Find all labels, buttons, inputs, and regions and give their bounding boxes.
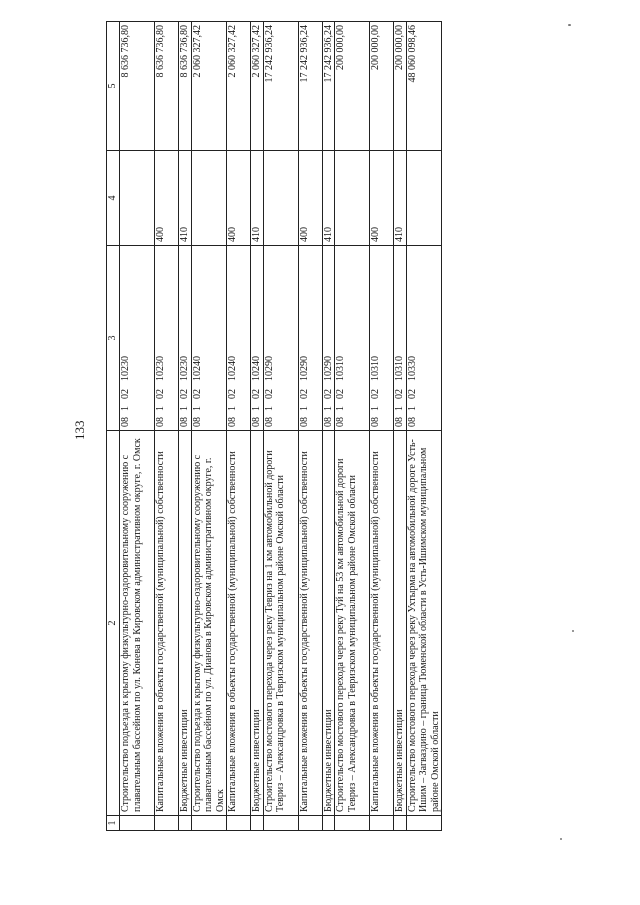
cell-amount: 200 000,00 [394,22,407,151]
cell-col-1 [251,816,264,831]
code-part-2: 1 [120,406,131,411]
cell-expense-type: 400 [298,151,322,246]
cell-name: Строительство подъезда к крытому физкультурно-оздоровительному сооружению с плавательным бассейном по ул. Дианова в Кировском административном округе, г. Омск [191,431,227,816]
code-part-1: 08 [179,417,190,427]
code-part-1: 08 [335,417,346,427]
code-part-4: 10290 [263,356,275,381]
cell-code [227,246,251,431]
code-part-4: 10240 [191,356,203,381]
table-row [322,22,335,831]
cell-name: Строительство мостового перехода через реку Туй на 53 км автомобильной дороги Тевриз – Александровка в Тевризском муниципальном районе Омской области [335,431,370,816]
cell-amount: 2 060 327,42 [227,22,251,151]
code-part-4: 10240 [251,356,262,381]
scan-speck [572,630,574,632]
code-part-4: 10230 [179,356,190,381]
cell-expense-type [406,151,442,246]
cell-code [191,246,227,431]
cell-expense-type: 410 [251,151,264,246]
scan-speck [568,24,571,26]
cell-expense-type [120,151,155,246]
table-row [298,22,322,831]
code-part-1: 08 [322,417,334,427]
code-part-2: 1 [227,406,238,411]
table-row [191,22,227,831]
cell-amount: 200 000,00 [335,22,370,151]
cell-amount: 8 636 736,80 [120,22,155,151]
table-row [227,22,251,831]
code-part-3: 02 [370,389,381,399]
header-col-3: 3 [107,246,120,431]
cell-col-1 [298,816,322,831]
cell-code [179,246,192,431]
cell-name: Капитальные вложения в объекты государственной (муниципальной) собственности [298,431,322,816]
code-part-4: 10290 [298,356,310,381]
cell-amount: 48 060 098,46 [406,22,442,151]
cell-expense-type: 400 [370,151,394,246]
table-row [263,22,298,831]
table-row [155,22,179,831]
cell-code [406,246,442,431]
cell-name: Бюджетные инвестиции [322,431,335,816]
table-row [406,22,442,831]
budget-table-container [106,25,563,831]
code-part-4: 10330 [406,356,418,381]
table-body [120,22,442,831]
scan-speck [560,838,562,840]
cell-col-1 [335,816,370,831]
cell-col-1 [394,816,407,831]
cell-code [155,246,179,431]
code-part-4: 10310 [394,356,405,381]
header-col-5: 5 [107,22,120,151]
code-part-4: 10310 [335,356,346,381]
code-part-4: 10230 [155,356,166,381]
code-part-2: 1 [406,406,418,411]
code-part-4: 10290 [322,356,334,381]
header-row [107,22,120,831]
cell-expense-type: 410 [394,151,407,246]
cell-col-1 [322,816,335,831]
table-row [251,22,264,831]
cell-code [251,246,264,431]
cell-expense-type [191,151,227,246]
cell-code [370,246,394,431]
cell-col-1 [227,816,251,831]
code-part-3: 02 [155,389,166,399]
table-row [394,22,407,831]
code-part-2: 1 [394,406,405,411]
table-row [120,22,155,831]
cell-name: Капитальные вложения в объекты государственной (муниципальной) собственности [155,431,179,816]
cell-col-1 [155,816,179,831]
code-part-3: 02 [191,389,203,399]
code-part-1: 08 [191,417,203,427]
code-part-1: 08 [120,417,131,427]
cell-amount: 17 242 936,24 [263,22,298,151]
cell-expense-type [335,151,370,246]
code-part-1: 08 [155,417,166,427]
cell-amount: 2 060 327,42 [251,22,264,151]
code-part-3: 02 [179,389,190,399]
cell-code [263,246,298,431]
cell-code [394,246,407,431]
cell-amount: 17 242 936,24 [322,22,335,151]
code-part-2: 1 [370,406,381,411]
header-col-1: 1 [107,816,120,831]
cell-name: Капитальные вложения в объекты государственной (муниципальной) собственности [227,431,251,816]
code-part-2: 1 [298,406,310,411]
code-part-2: 1 [179,406,190,411]
cell-expense-type: 400 [227,151,251,246]
cell-amount: 2 060 327,42 [191,22,227,151]
code-part-3: 02 [298,389,310,399]
cell-code [322,246,335,431]
cell-name: Капитальные вложения в объекты государственной (муниципальной) собственности [370,431,394,816]
page-number: 133 [72,420,87,440]
cell-col-1 [370,816,394,831]
code-part-4: 10240 [227,356,238,381]
header-col-2: 2 [107,431,120,816]
code-part-1: 08 [406,417,418,427]
code-part-3: 02 [251,389,262,399]
code-part-3: 02 [227,389,238,399]
code-part-1: 08 [298,417,310,427]
cell-col-1 [406,816,442,831]
cell-name: Строительство мостового перехода через реку Ухтырма на автомобильной дороге Усть-Ишим – Загваздино – граница Тюменской области в Усть-Ишимском муниципальном районе Омской области [406,431,442,816]
code-part-3: 02 [120,389,131,399]
code-part-2: 1 [263,406,275,411]
table-row [335,22,370,831]
cell-amount: 8 636 736,80 [155,22,179,151]
cell-amount: 17 242 936,24 [298,22,322,151]
code-part-4: 10230 [120,356,131,381]
cell-col-1 [179,816,192,831]
table-row [179,22,192,831]
code-part-2: 1 [191,406,203,411]
code-part-3: 02 [263,389,275,399]
cell-expense-type: 400 [155,151,179,246]
cell-expense-type: 410 [179,151,192,246]
cell-amount: 8 636 736,80 [179,22,192,151]
code-part-2: 1 [251,406,262,411]
cell-name: Бюджетные инвестиции [394,431,407,816]
cell-name: Бюджетные инвестиции [179,431,192,816]
code-part-2: 1 [322,406,334,411]
code-part-4: 10310 [370,356,381,381]
code-part-3: 02 [406,389,418,399]
cell-expense-type: 410 [322,151,335,246]
cell-name: Строительство подъезда к крытому физкультурно-оздоровительному сооружению с плавательным бассейном по ул. Конева в Кировском административном округе, г. Омск [120,431,155,816]
code-part-3: 02 [335,389,346,399]
code-part-2: 1 [335,406,346,411]
cell-code [120,246,155,431]
code-part-3: 02 [394,389,405,399]
cell-col-1 [263,816,298,831]
budget-table [106,21,442,831]
code-part-1: 08 [263,417,275,427]
code-part-2: 1 [155,406,166,411]
cell-amount: 200 000,00 [370,22,394,151]
cell-name: Строительство мостового перехода через реку Тевриз на 1 км автомобильной дороги Тевриз – Александровка в Тевризском муниципальном районе Омской области [263,431,298,816]
code-part-1: 08 [227,417,238,427]
code-part-1: 08 [251,417,262,427]
cell-code [335,246,370,431]
cell-name: Бюджетные инвестиции [251,431,264,816]
table-row [370,22,394,831]
cell-code [298,246,322,431]
cell-col-1 [120,816,155,831]
cell-expense-type [263,151,298,246]
code-part-1: 08 [370,417,381,427]
header-col-4: 4 [107,151,120,246]
code-part-3: 02 [322,389,334,399]
code-part-1: 08 [394,417,405,427]
cell-col-1 [191,816,227,831]
